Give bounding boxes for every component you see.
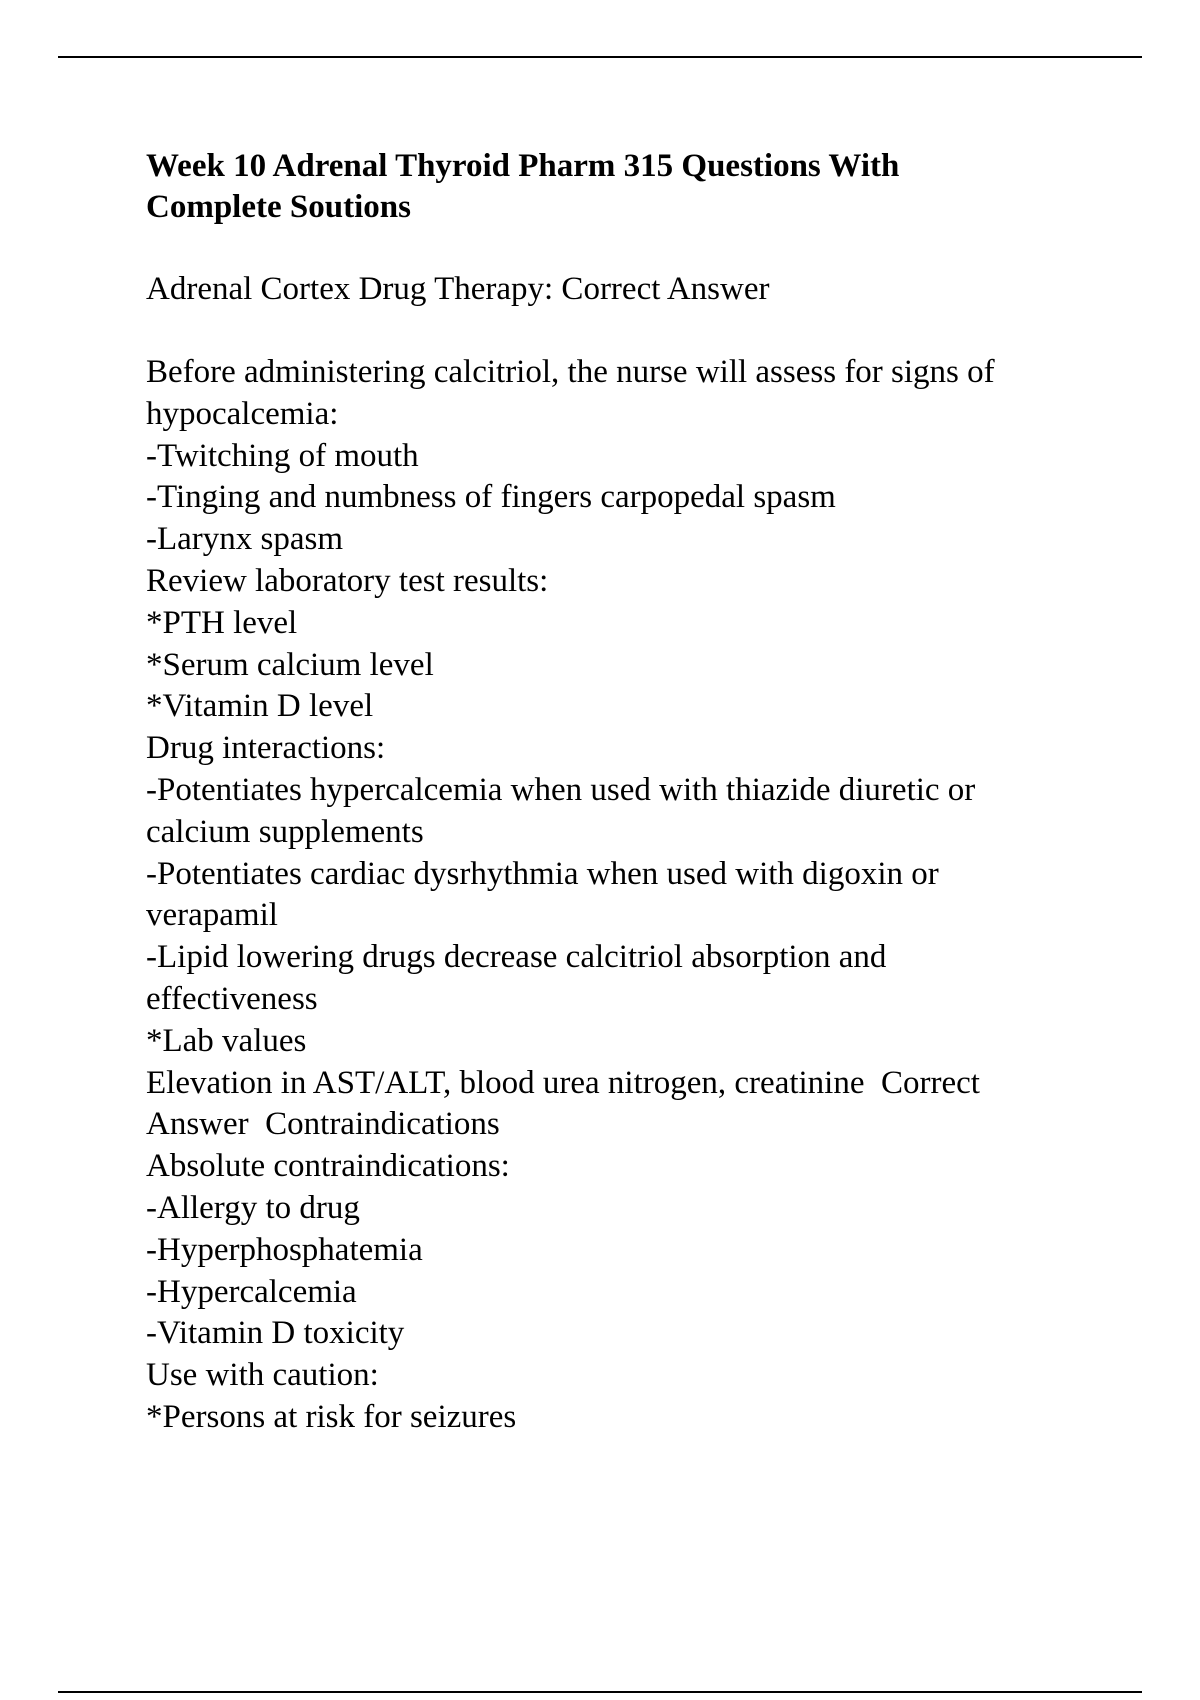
body-line: -Vitamin D toxicity [146,1315,405,1352]
body-line: -Hypercalcemia [146,1273,357,1310]
body-line: *PTH level [146,604,298,641]
body-line: effectiveness [146,980,318,1017]
document-body [146,352,1086,1439]
body-line: -Lipid lowering drugs decrease calcitriol absorption and [146,939,887,976]
body-line: calcium supplements [146,813,424,850]
body-line: -Hyperphosphatemia [146,1231,423,1268]
header-rule [58,56,1142,58]
section-heading: Adrenal Cortex Drug Therapy: Correct Answer [146,271,770,307]
body-line: -Allergy to drug [146,1189,360,1226]
body-line: Answer Contraindications [146,1106,500,1143]
body-line: Use with caution: [146,1357,379,1394]
body-line: Drug interactions: [146,730,386,767]
title-line-1: Week 10 Adrenal Thyroid Pharm 315 Questions With [146,148,900,184]
title-line-2: Complete Soutions [146,189,411,225]
body-line: Elevation in AST/ALT, blood urea nitrogen, creatinine Correct [146,1064,980,1101]
body-line: Before administering calcitriol, the nurse will assess for signs of [146,354,995,390]
body-line: -Potentiates cardiac dysrhythmia when used with digoxin or [146,855,939,892]
document-title [146,146,1086,228]
body-line: *Persons at risk for seizures [146,1398,517,1435]
body-line: -Potentiates hypercalcemia when used with thiazide diuretic or [146,771,976,808]
body-line: *Lab values [146,1022,307,1059]
body-line: -Larynx spasm [146,521,344,558]
body-line: Review laboratory test results: [146,562,549,599]
body-line: -Twitching of mouth [146,437,419,474]
footer-rule [58,1691,1142,1693]
body-line: -Tinging and numbness of fingers carpopedal spasm [146,479,836,516]
document-content [146,146,1086,1439]
body-line: *Serum calcium level [146,646,434,683]
body-line: Absolute contraindications: [146,1148,510,1185]
body-line: hypocalcemia: [146,395,339,432]
body-line: verapamil [146,897,278,934]
body-line: *Vitamin D level [146,688,374,725]
